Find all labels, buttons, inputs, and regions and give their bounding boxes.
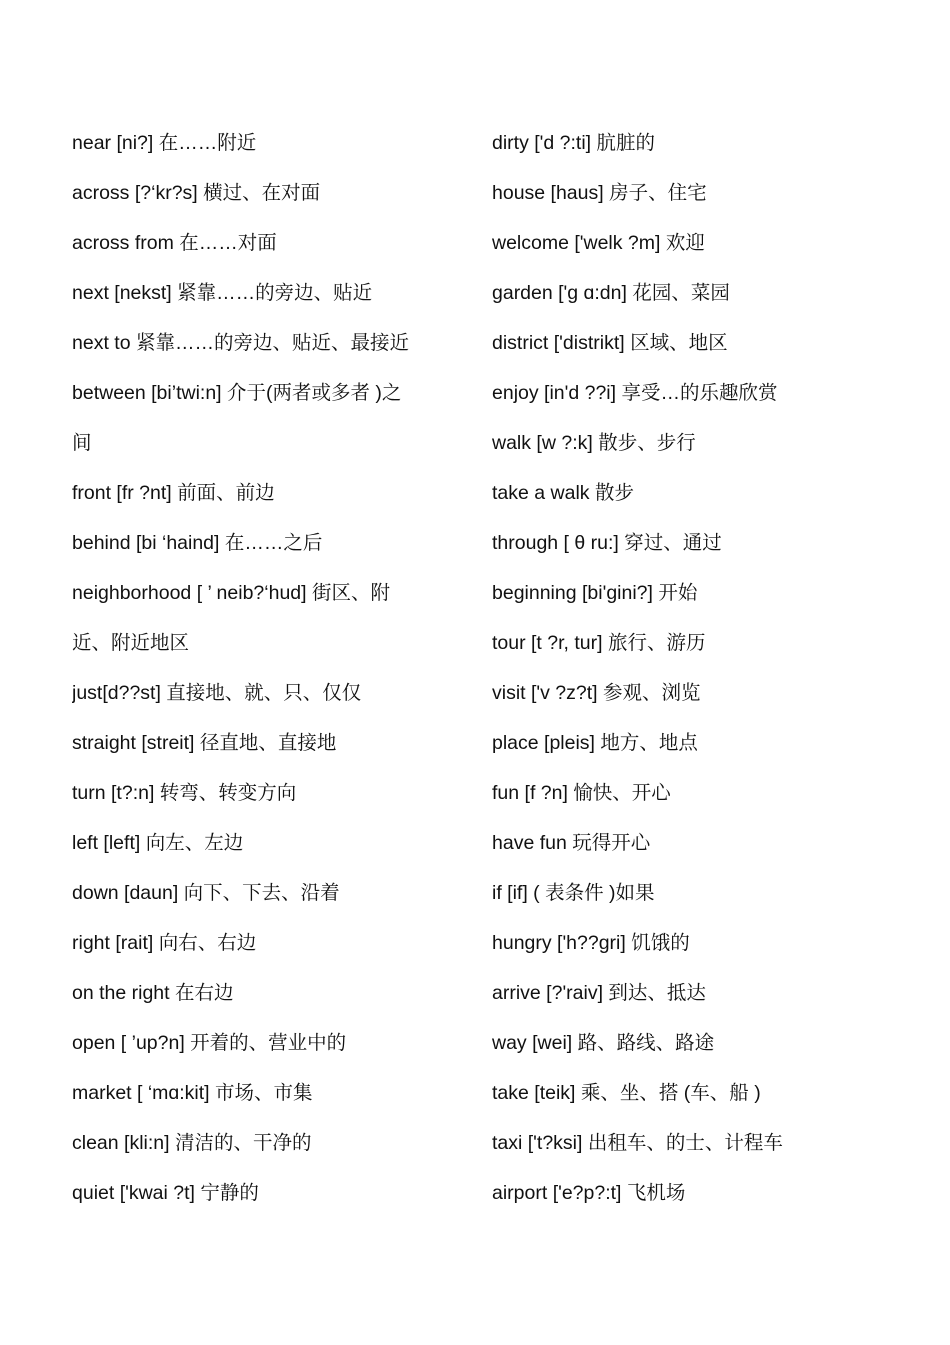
vocab-line: near [ni?] 在……附近 <box>72 132 257 154</box>
vocab-line: right [rait] 向右、右边 <box>72 932 257 954</box>
vocab-line: clean [kli:n] 清洁的、干净的 <box>72 1132 312 1154</box>
vocab-line: enjoy [in'd ??i] 享受…的乐趣欣赏 <box>492 382 778 404</box>
vocab-line: open [ ’up?n] 开着的、营业中的 <box>72 1032 347 1054</box>
vocab-line: front [fr ?nt] 前面、前边 <box>72 482 275 504</box>
vocab-line: 近、附近地区 <box>72 632 190 654</box>
vocab-line: beginning [bi'ɡini?] 开始 <box>492 582 698 604</box>
vocab-line: house [haus] 房子、住宅 <box>492 182 707 204</box>
vocab-line: tour [t ?r, tur] 旅行、游历 <box>492 632 706 654</box>
vocab-line: taxi ['t?ksi] 出租车、的士、计程车 <box>492 1132 783 1154</box>
vocab-line: welcome ['welk ?m] 欢迎 <box>492 232 705 254</box>
left-vocabulary-column <box>72 122 467 1222</box>
vocab-line: take a walk 散步 <box>492 482 634 504</box>
vocab-line: on the right 在右边 <box>72 982 234 1004</box>
vocab-line: place [pleis] 地方、地点 <box>492 732 698 754</box>
vocab-line: visit ['v ?z?t] 参观、浏览 <box>492 682 701 704</box>
vocab-line: turn [t?:n] 转弯、转变方向 <box>72 782 297 804</box>
vocab-line: quiet ['kwai ?t] 宁静的 <box>72 1182 259 1204</box>
vocab-line: left [left] 向左、左边 <box>72 832 244 854</box>
vocab-line: straight [streit] 径直地、直接地 <box>72 732 337 754</box>
vocab-line: garden ['ɡ ɑ:dn] 花园、菜园 <box>492 282 730 304</box>
vocab-line: behind [bi ‘haind] 在……之后 <box>72 532 323 554</box>
vocab-line: fun [f ?n] 愉快、开心 <box>492 782 671 804</box>
vocab-line: arrive [?'raiv] 到达、抵达 <box>492 982 706 1004</box>
vocab-line: across from 在……对面 <box>72 232 277 254</box>
vocab-line: airport ['e?p?:t] 飞机场 <box>492 1182 686 1204</box>
vocab-line: take [teik] 乘、坐、搭 (车、船 ) <box>492 1082 761 1104</box>
vocab-line: just[d??st] 直接地、就、只、仅仅 <box>72 682 362 704</box>
vocab-line: have fun 玩得开心 <box>492 832 651 854</box>
vocab-line: if [if] ( 表条件 )如果 <box>492 882 655 904</box>
vocab-line: neighborhood [ ’ neib?‘hud] 街区、附 <box>72 582 390 604</box>
vocab-line: down [daun] 向下、下去、沿着 <box>72 882 340 904</box>
vocab-line: through [ θ ru:] 穿过、通过 <box>492 532 722 554</box>
vocab-line: across [?‘kr?s] 横过、在对面 <box>72 182 321 204</box>
vocab-line: between [bi’twi:n] 介于(两者或多者 )之 <box>72 382 402 404</box>
vocab-line: walk [w ?:k] 散步、步行 <box>492 432 696 454</box>
vocab-line: 间 <box>72 432 92 454</box>
vocab-line: next [nekst] 紧靠……的旁边、贴近 <box>72 282 373 304</box>
right-vocabulary-column <box>492 122 892 1222</box>
vocab-line: hungry ['h??gri] 饥饿的 <box>492 932 690 954</box>
vocab-line: dirty ['d ?:ti] 肮脏的 <box>492 132 656 154</box>
vocab-line: way [wei] 路、路线、路途 <box>492 1032 715 1054</box>
vocab-line: next to 紧靠……的旁边、贴近、最接近 <box>72 332 409 354</box>
vocab-line: market [ ‘mɑ:kit] 市场、市集 <box>72 1082 313 1104</box>
vocab-line: district ['distrikt] 区域、地区 <box>492 332 728 354</box>
